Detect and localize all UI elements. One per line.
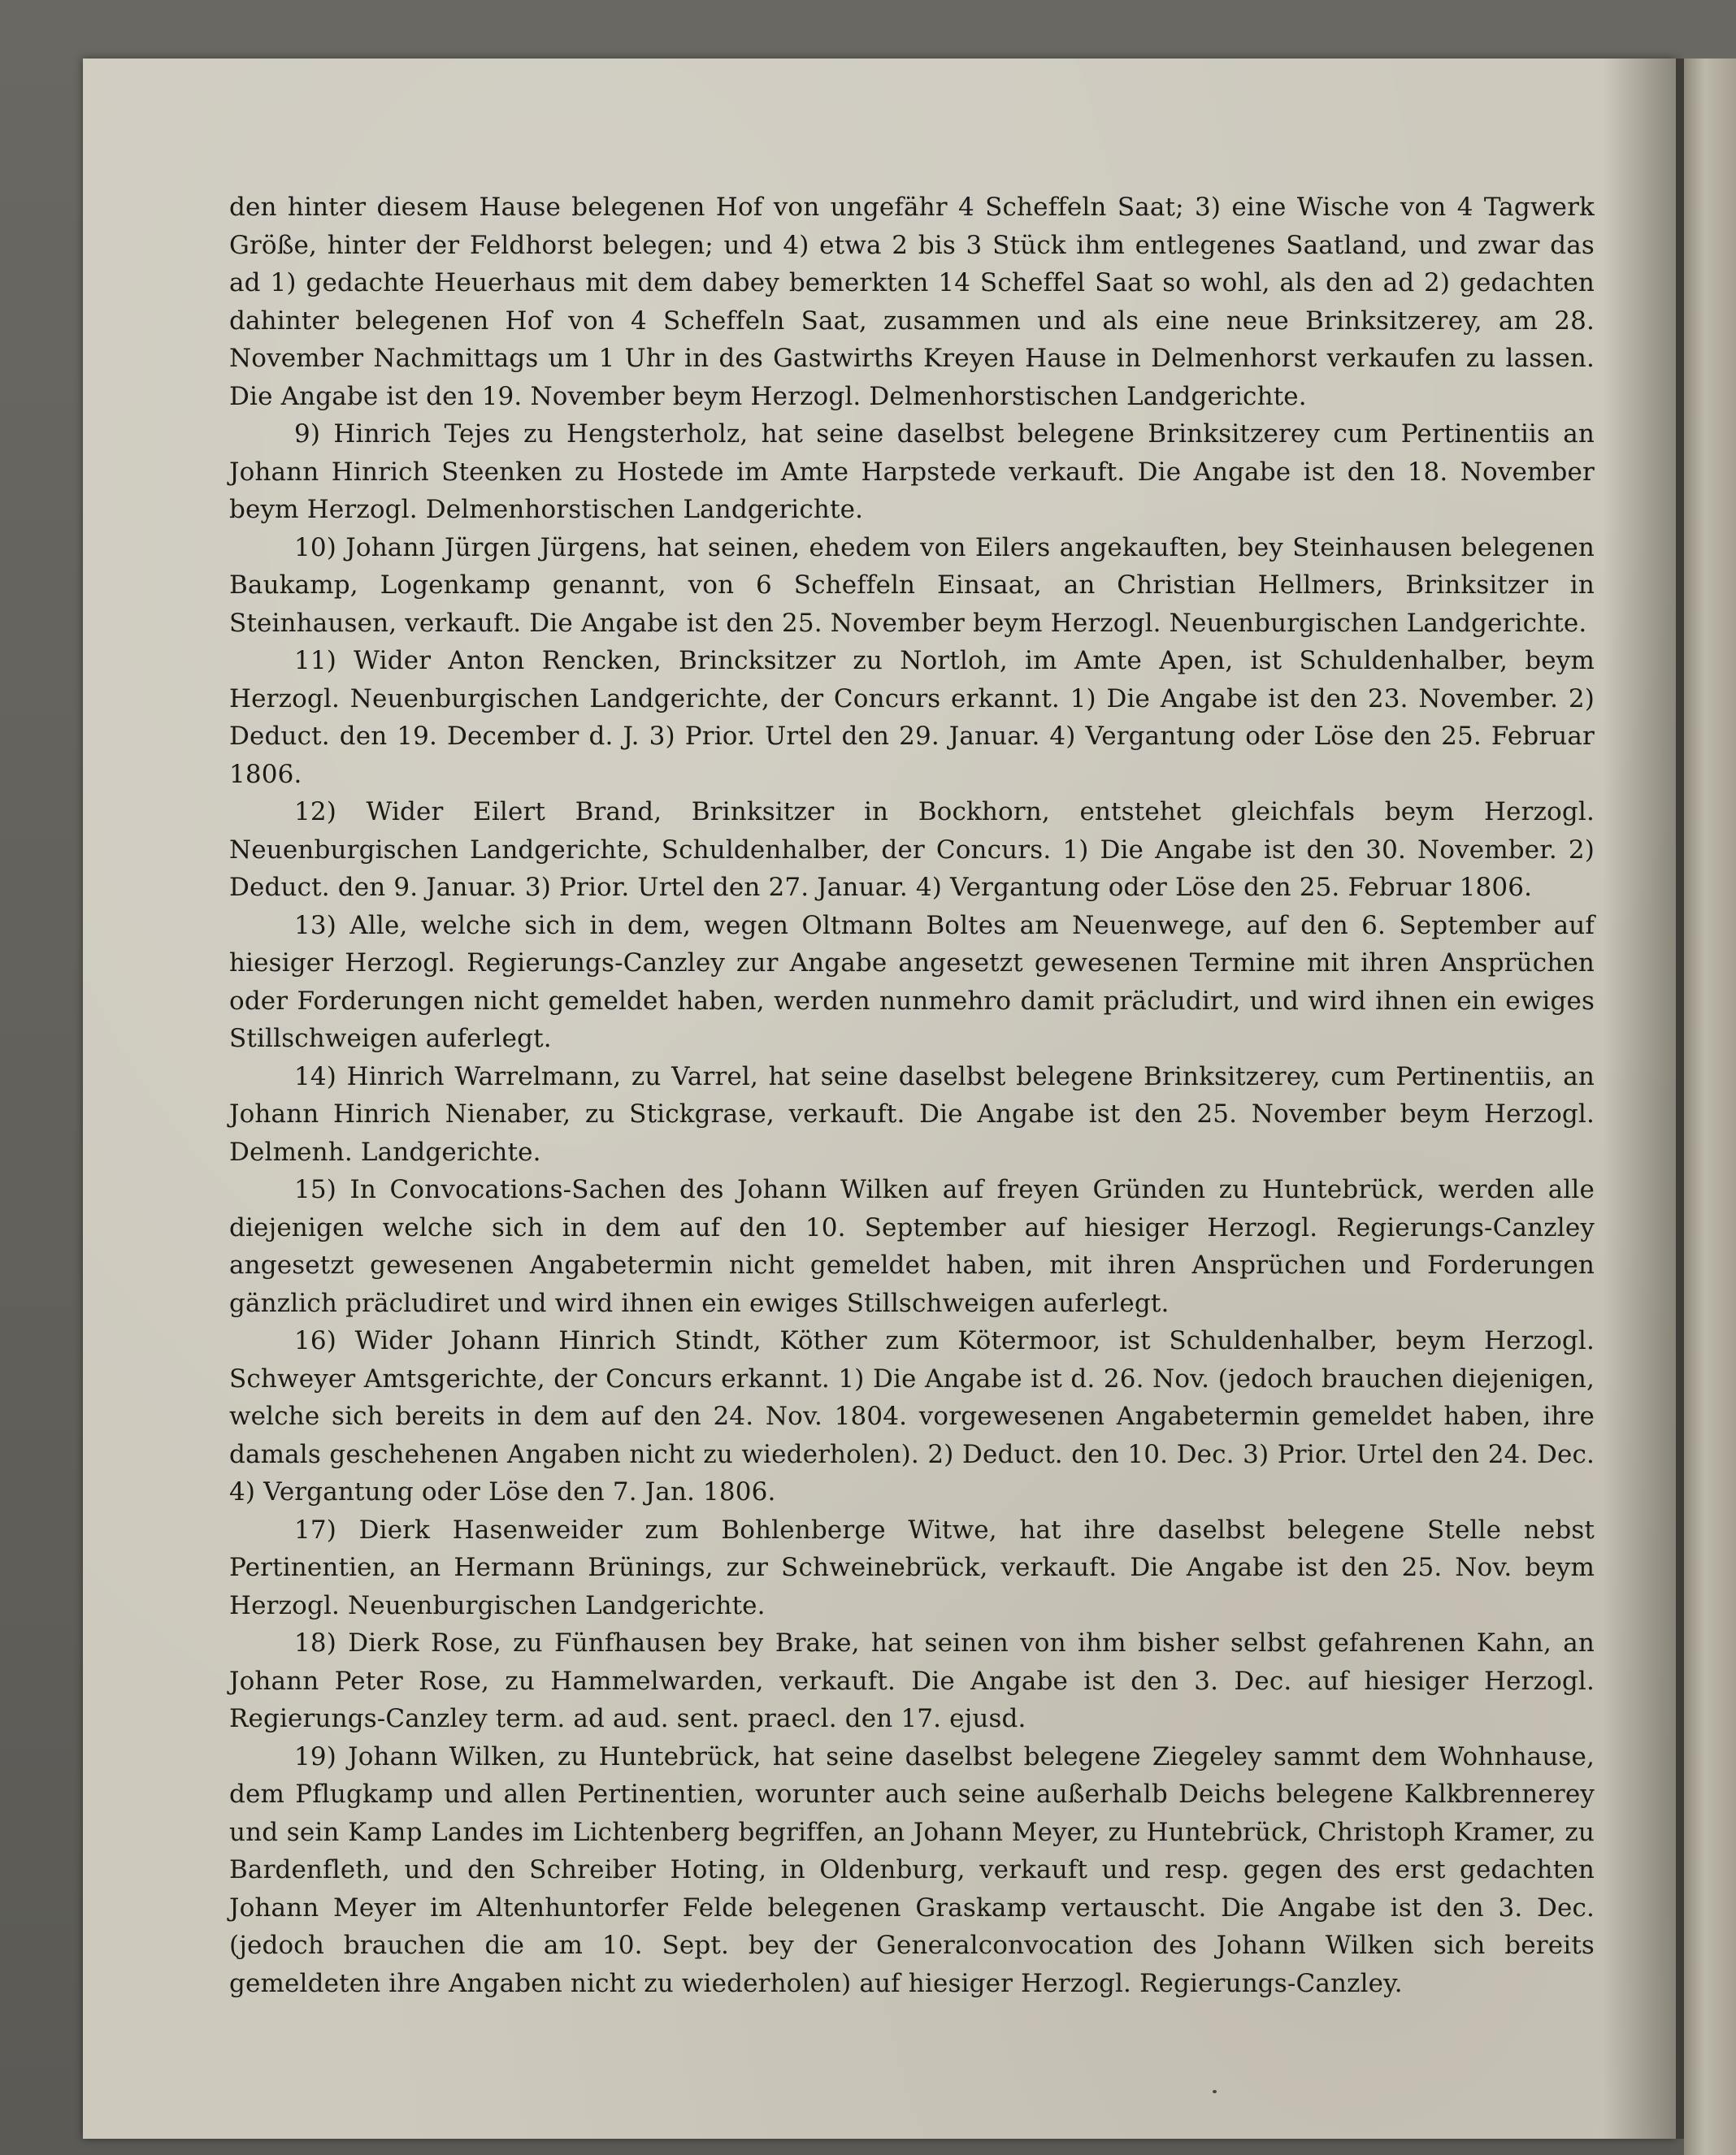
entry-11: 11) Wider Anton Rencken, Brincksitzer zu Nortloh, im Amte Apen, ist Schuldenhalber, beym Herzogl. Neuenburgischen Landgerichte, der Concurs erkannt. 1) Die Angabe ist den 23. November. 2) Deduct. den 19. December d. J. 3) Prior. Urtel den 29. Januar. 4) Vergantung oder Löse den 25. Februar 1806. [229,646,1595,789]
binding-shadow [1603,59,1676,2139]
entry-13: 13) Alle, welche sich in dem, wegen Oltmann Boltes am Neuenwege, auf den 6. September auf hiesiger Herzogl. Regierungs-Canzley zur Angabe angesetzt gewesenen Termine mit ihren Ansprüchen oder Forderungen nicht gemeldet haben, werden nunmehro damit präcludirt, und wird ihnen ein ewiges Stillschweigen auferlegt. [229,910,1595,1053]
page-text [229,189,1595,2002]
entry-9: 9) Hinrich Tejes zu Hengsterholz, hat seine daselbst belegene Brinksitzerey cum Pertinentiis an Johann Hinrich Steenken zu Hostede im Amte Harpstede verkauft. Die Angabe ist den 18. November beym Herzogl. Delmenhorstischen Landgerichte. [229,419,1595,524]
entry-15: 15) In Convocations-Sachen des Johann Wilken auf freyen Gründen zu Huntebrück, werden alle diejenigen welche sich in dem auf den 10. September auf hiesiger Herzogl. Regierungs-Canzley angesetzt gewesenen Angabetermin nicht gemeldet haben, mit ihren Ansprüchen und Forderungen gänzlich präcludiret und wird ihnen ein ewiges Stillschweigen auferlegt. [229,1175,1595,1318]
entry-10: 10) Johann Jürgen Jürgens, hat seinen, ehedem von Eilers angekauften, bey Steinhausen belegenen Baukamp, Logenkamp genannt, von 6 Scheffeln Einsaat, an Christian Hellmers, Brinksitzer in Steinhausen, verkauft. Die Angabe ist den 25. November beym Herzogl. Neuenburgischen Landgerichte. [229,532,1595,638]
entry-16: 16) Wider Johann Hinrich Stindt, Köther zum Kötermoor, ist Schuldenhalber, beym Herzogl. Schweyer Amtsgerichte, der Concurs erkannt. 1) Die Angabe ist d. 26. Nov. (jedoch brauchen diejenigen, welche sich bereits in dem auf den 24. Nov. 1804. vorgewesenen Angabetermin gemeldet haben, ihre damals geschehenen Angaben nicht zu wiederholen). 2) Deduct. den 10. Dec. 3) Prior. Urtel den 24. Dec. 4) Vergantung oder Löse den 7. Jan. 1806. [229,1326,1595,1507]
page-gutter [1676,59,1684,2139]
entry-18: 18) Dierk Rose, zu Fünfhausen bey Brake, hat seinen von ihm bisher selbst gefahrenen Kahn, an Johann Peter Rose, zu Hammelwarden, verkauft. Die Angabe ist den 3. Dec. auf hiesiger Herzogl. Regierungs-Canzley term. ad aud. sent. praecl. den 17. ejusd. [229,1628,1595,1733]
next-page-edge [1684,59,1736,2155]
entry-19: 19) Johann Wilken, zu Huntebrück, hat seine daselbst belegene Ziegeley sammt dem Wohnhause, dem Pflugkamp und allen Pertinentien, worunter auch seine außerhalb Deichs belegene Kalkbrennerey und sein Kamp Landes im Lichtenberg begriffen, an Johann Meyer, zu Huntebrück, Christoph Kramer, zu Bardenfleth, und den Schreiber Hoting, in Oldenburg, verkauft und resp. gegen des erst gedachten Johann Meyer im Altenhuntorfer Felde belegenen Graskamp vertauscht. Die Angabe ist den 3. Dec. (jedoch brauchen die am 10. Sept. bey der Generalconvocation des Johann Wilken sich bereits gemeldeten ihre Angaben nicht zu wiederholen) auf hiesiger Herzogl. Regierungs-Canzley. [229,1741,1595,1998]
paragraph-continuation: den hinter diesem Hause belegenen Hof von ungefähr 4 Scheffeln Saat; 3) eine Wische von 4 Tagwerk Größe, hinter der Feldhorst belegen; und 4) etwa 2 bis 3 Stück ihm entlegenes Saatland, und zwar das ad 1) gedachte Heuerhaus mit dem dabey bemerkten 14 Scheffel Saat so wohl, als den ad 2) gedachten dahinter belegenen Hof von 4 Scheffeln Saat, zusammen und als eine neue Brinksitzerey, am 28. November Nachmittags um 1 Uhr in des Gastwirths Kreyen Hause in Delmenhorst verkaufen zu lassen. Die Angabe ist den 19. November beym Herzogl. Delmenhorstischen Landgerichte. [229,193,1595,411]
entry-14: 14) Hinrich Warrelmann, zu Varrel, hat seine daselbst belegene Brinksitzerey, cum Pertinentiis, an Johann Hinrich Nienaber, zu Stickgrase, verkauft. Die Angabe ist den 25. November beym Herzogl. Delmenh. Landgerichte. [229,1061,1595,1167]
page [83,59,1676,2139]
paper-speck [1213,2090,1217,2093]
entry-12: 12) Wider Eilert Brand, Brinksitzer in Bockhorn, entstehet gleichfals beym Herzogl. Neuenburgischen Landgerichte, Schuldenhalber, der Concurs. 1) Die Angabe ist den 30. November. 2) Deduct. den 9. Januar. 3) Prior. Urtel den 27. Januar. 4) Vergantung oder Löse den 25. Februar 1806. [229,797,1595,902]
entry-17: 17) Dierk Hasenweider zum Bohlenberge Witwe, hat ihre daselbst belegene Stelle nebst Pertinentien, an Hermann Brünings, zur Schweinebrück, verkauft. Die Angabe ist den 25. Nov. beym Herzogl. Neuenburgischen Landgerichte. [229,1515,1595,1620]
